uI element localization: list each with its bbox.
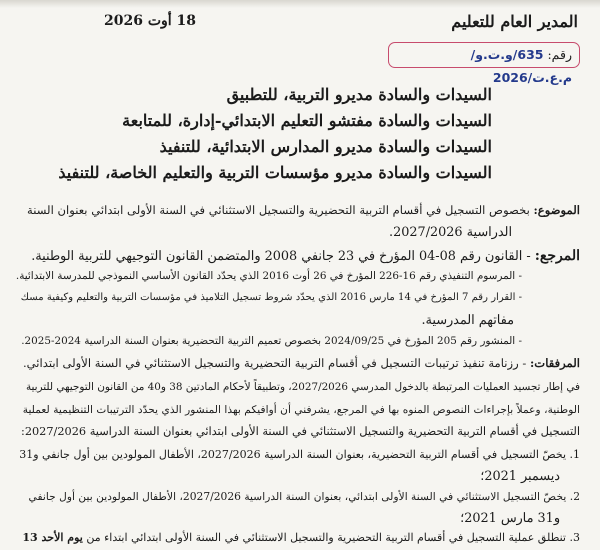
references-line (31, 248, 580, 264)
recipient-line: السيدات والسادة مديرو التربية، للتطبيق (226, 85, 492, 104)
point-date-bold: يوم الأحد 13 (22, 531, 83, 544)
attachments-line (23, 356, 580, 370)
point-item: 1. يخصّ التسجيل في أقسام التربية التحضيرية، بعنوان السنة الدراسية 2027/2026، الأطفال المولودين بين أول جانفي و31 (19, 448, 580, 461)
body-paragraph-line: في إطار تجسيد العمليات المرتبطة بالدخول المدرسي 2027/2026، وتطبيقاً لأحكام المادتين 38 و40 من القانون التوجيهي للتربية (25, 381, 580, 393)
point-continuation: و31 مارس 2021؛ (460, 511, 560, 526)
point-item (22, 531, 580, 544)
subject-label: الموضوع: (533, 203, 580, 217)
references-label: المرجع: (534, 248, 580, 264)
recipient-line: السيدات والسادة مفتشو التعليم الابتدائي-إدارة، للمتابعة (122, 111, 492, 130)
reference-item: - المرسوم التنفيذي رقم 16-226 المؤرخ في 26 أوت 2016 الذي يحدّد القانون الأساسي النموذجي للمدرسة الابتدائية. (15, 270, 522, 282)
body-paragraph-line: التسجيل في أقسام التربية التحضيرية والتسجيل الاستثنائي في السنة الأولى ابتدائي بعنوان السنة الدراسية 2027/2026: (21, 425, 580, 438)
reference-item: مفاتهم المدرسية. (421, 313, 514, 328)
reference-number: 635/و.ت.و/ م.ع.ت/2026 (470, 47, 572, 85)
recipient-line: السيدات والسادة مديرو مؤسسات التربية والتعليم الخاصة، للتنفيذ (58, 163, 492, 182)
body-paragraph-line: الوطنية، وعملاً بإجراءات النصوص المنوه بها في المرجع، يشرفني أن أوافيكم بهذا المنشور الذي يحدّد الترتيبات التنظيمية لعملية (22, 403, 580, 416)
attachment-item: - رزنامة تنفيذ ترتيبات التسجيل في أقسام التربية التحضيرية والتسجيل الاستثنائي في السنة الأولى ابتدائي. (22, 356, 527, 370)
reference-box (388, 42, 580, 85)
recipient-line: السيدات والسادة مديرو المدارس الابتدائية، للتنفيذ (159, 137, 492, 156)
subject-continuation: الدراسية 2027/2026. (389, 225, 512, 240)
reference-item: - القرار رقم 7 المؤرخ في 14 مارس 2016 الذي يحدّد شروط تسجيل التلاميذ في مؤسسات التربية والتعليم وكيفية مسك (20, 292, 522, 303)
point-continuation: ديسمبر 2021؛ (480, 469, 560, 484)
reference-item: - المنشور رقم 205 المؤرخ في 2024/09/25 بخصوص تعميم التربية التحضيرية بعنوان السنة الدراسية 2024-2025. (21, 335, 522, 347)
attachments-label: المرفقات: (530, 356, 580, 370)
subject-text: بخصوص التسجيل في أقسام التربية التحضيرية والتسجيل الاستثنائي في السنة الأولى ابتدائي بعنوان السنة (26, 203, 530, 217)
point-item: 2. يخصّ التسجيل الاستثنائي في السنة الأولى ابتدائي، بعنوان السنة الدراسية 2027/2026، الأطفال المولودين بين أول جانفي (28, 490, 580, 503)
document-date: 18 أوت 2026 (104, 13, 197, 29)
reference-item: - القانون رقم 08-04 المؤرخ في 23 جانفي 2008 والمتضمن القانون التوجيهي للتربية الوطنية. (31, 249, 531, 264)
reference-prefix: رقم: (547, 47, 572, 62)
sender-title: المدير العام للتعليم (451, 12, 578, 31)
point-text: 3. تنطلق عملية التسجيل في أقسام التربية التحضيرية والتسجيل الاستثنائي في السنة الأولى ابتدائي ابتداء من (86, 531, 580, 544)
subject-line (27, 203, 580, 217)
top-edge (0, 0, 600, 8)
